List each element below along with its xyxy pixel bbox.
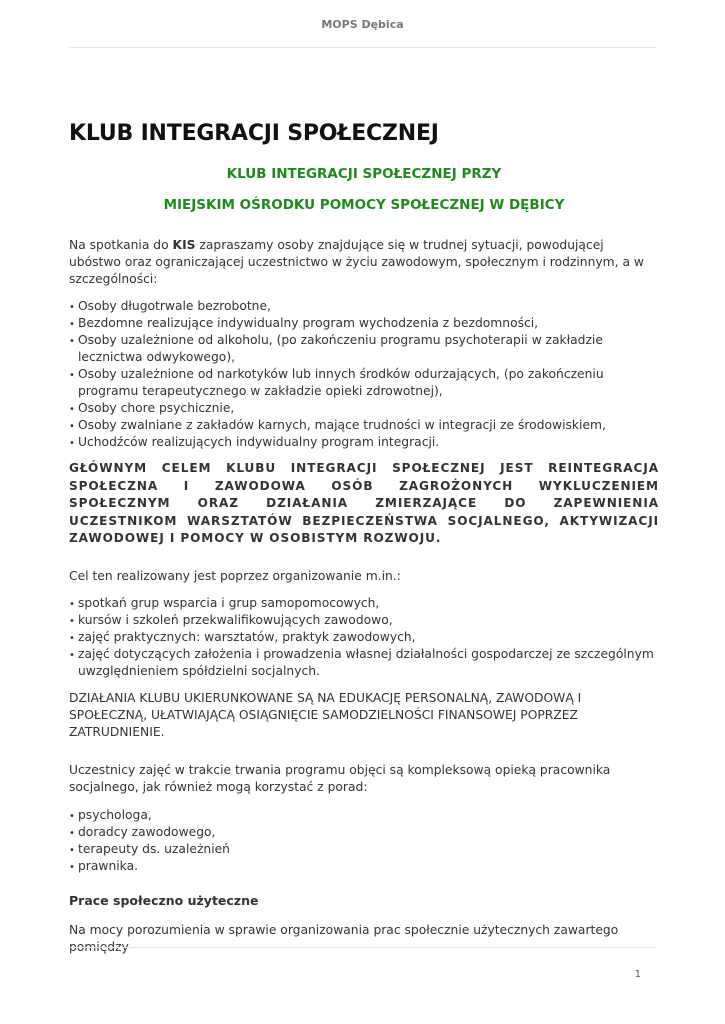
- target-groups-list: [69, 298, 659, 451]
- list-item: • doradcy zawodowego,: [69, 824, 659, 841]
- list-item: • zajęć dotyczących założenia i prowadzenia własnej działalności gospodarczej ze szczególnym uwzględnieniem spółdzielni socjalnych.: [69, 646, 659, 680]
- advisors-list: [69, 807, 659, 875]
- list-item: • Osoby chore psychicznie,: [69, 400, 659, 417]
- goal-intro-paragraph: Cel ten realizowany jest poprzez organizowanie m.in.:: [69, 568, 401, 583]
- intro-before: Na spotkania do: [69, 238, 173, 252]
- participants-paragraph: Uczestnicy zajęć w trakcie trwania programu objęci są kompleksową opieką pracownika socjalnego, jak również mogą korzystać z porad:: [69, 762, 611, 794]
- intro-paragraph: [69, 237, 659, 288]
- subtitle-line-2: MIEJSKIM OŚRODKU POMOCY SPOŁECZNEJ W DĘBICY: [163, 197, 565, 213]
- section-heading: Prace społeczno użyteczne: [69, 892, 259, 908]
- list-item: • kursów i szkoleń przekwalifikowujących zawodowo,: [69, 612, 659, 629]
- site-name: MOPS Dębica: [321, 18, 404, 31]
- list-item: • Osoby zwalniane z zakładów karnych, mające trudności w integracji ze środowiskiem,: [69, 417, 659, 434]
- activities-list: [69, 595, 659, 680]
- list-item: • zajęć praktycznych: warsztatów, praktyk zawodowych,: [69, 629, 659, 646]
- list-item: • Bezdomne realizujące indywidualny program wychodzenia z bezdomności,: [69, 315, 659, 332]
- actions-paragraph: DZIAŁANIA KLUBU UKIERUNKOWANE SĄ NA EDUKACJĘ PERSONALNĄ, ZAWODOWĄ I SPOŁECZNĄ, UŁATWIAJĄCĄ OSIĄGNIĘCIE SAMODZIELNOŚCI FINANSOWEJ POPRZEZ ZATRUDNIENIE.: [69, 690, 582, 739]
- list-item: • Osoby uzależnione od narkotyków lub innych środków odurzających, (po zakończeniu programu terapeutycznego w zakładzie opieki zdrowotnej),: [69, 366, 659, 400]
- page-header: [69, 0, 656, 48]
- intro-bold-kis: KIS: [172, 238, 196, 252]
- goal-paragraph: GŁÓWNYM CELEM KLUBU INTEGRACJI SPOŁECZNEJ JEST REINTEGRACJA SPOŁECZNA I ZAWODOWA OSÓB ZAGROŻONYCH WYKLUCZENIEM SPOŁECZNYM ORAZ DZIAŁANIA ZMIERZAJĄCE DO ZAPEWNIENIA UCZESTNIKOM WARSZTATÓW BEZPIECZEŃSTWA SOCJALNEGO, AKTYWIZACJI ZAWODOWEJ I POMOCY W OSOBISTYM ROZWOJU.: [69, 461, 659, 545]
- page-footer: [69, 947, 656, 988]
- page-title: KLUB INTEGRACJI SPOŁECZNEJ: [69, 121, 439, 146]
- list-item: • Uchodźców realizujących indywidualny program integracji.: [69, 434, 659, 451]
- last-paragraph: Na mocy porozumienia w sprawie organizowania prac społecznie użytecznych zawartego pomiędzy: [69, 922, 619, 954]
- page-number: 1: [634, 969, 641, 980]
- intro-after: zapraszamy osoby znajdujące się w trudnej sytuacji, powodującej ubóstwo oraz ograniczającej uczestnictwo w życiu zawodowym, społecznym i rodzinnym, a w szczególności:: [69, 238, 644, 286]
- list-item: • Osoby uzależnione od alkoholu, (po zakończeniu programu psychoterapii w zakładzie lecznictwa odwykowego),: [69, 332, 659, 366]
- subtitle-line-1: KLUB INTEGRACJI SPOŁECZNEJ PRZY: [226, 166, 502, 182]
- document-content: [69, 120, 659, 956]
- list-item: • spotkań grup wsparcia i grup samopomocowych,: [69, 595, 659, 612]
- list-item: • terapeuty ds. uzależnień: [69, 841, 659, 858]
- list-item: • psychologa,: [69, 807, 659, 824]
- list-item: • Osoby długotrwale bezrobotne,: [69, 298, 659, 315]
- list-item: • prawnika.: [69, 858, 659, 875]
